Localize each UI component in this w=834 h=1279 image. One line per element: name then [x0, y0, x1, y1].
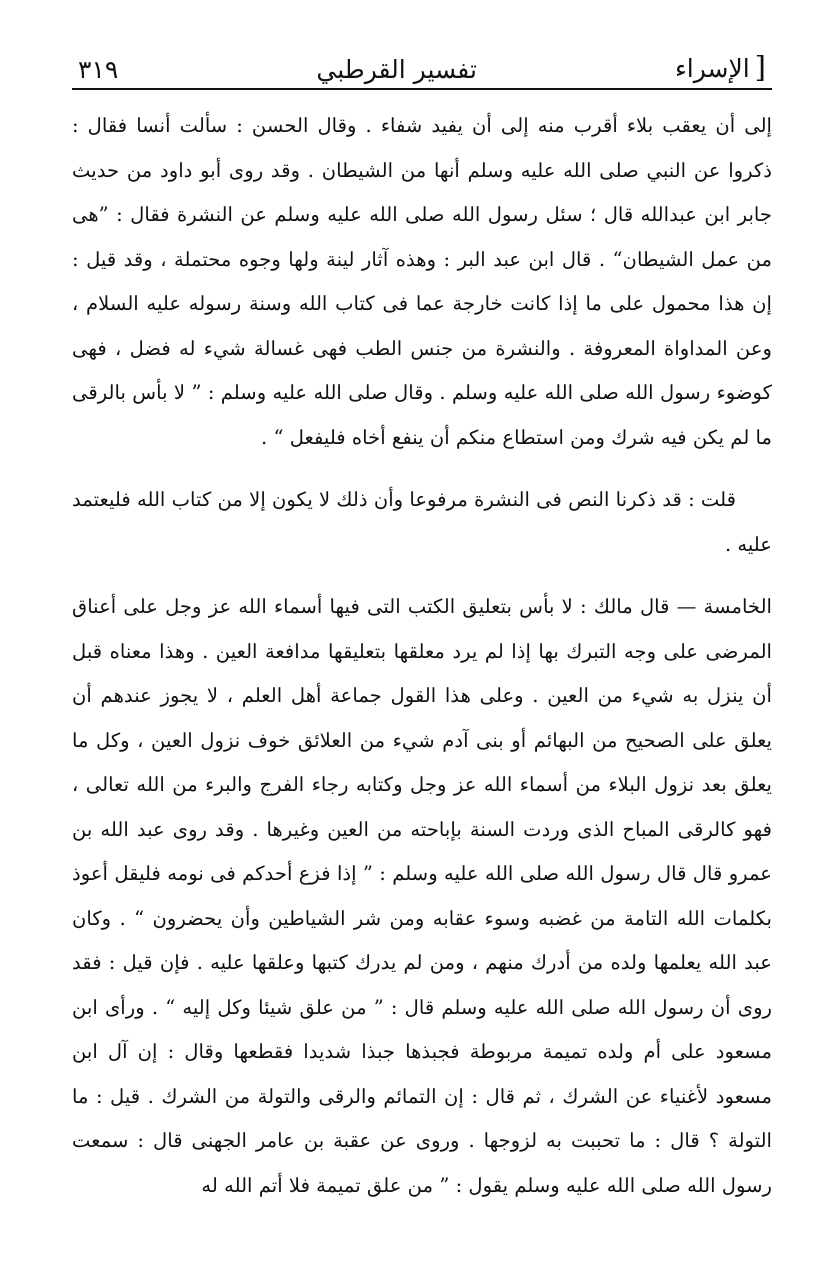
surah-name: [ الإسراء	[675, 50, 766, 84]
book-title: تفسير القرطبي	[316, 55, 477, 84]
paragraph: قلت : قد ذكرنا النص فى النشرة مرفوعا وأن ذلك لا يكون إلا من كتاب الله فليعتمد عليه .	[72, 488, 772, 556]
body-text	[72, 104, 772, 1208]
header-rule	[72, 88, 772, 90]
page-header	[72, 38, 772, 84]
page-number: ٣١٩	[78, 55, 119, 84]
paragraph: إلى أن يعقب بلاء أقرب منه إلى أن يفيد شفاء . وقال الحسن : سألت أنسا فقال : ذكروا عن النبي صلى الله عليه وسلم أنها من الشيطان . وقد روى أبو داود من حديث جابر ابن عبدالله قال ؛ سئل رسول الله صلى الله عليه وسلم عن النشرة فقال : ”هى من عمل الشيطان“ . قال ابن عبد البر : وهذه آثار لينة ولها وجوه محتملة ، وقد قيل : إن هذا محمول على ما إذا كانت خارجة عما فى كتاب الله وسنة رسوله عليه السلام ، وعن المداواة المعروفة . والنشرة من جنس الطب فهى غسالة شيء له فضل ، فهى كوضوء رسول الله صلى الله عليه وسلم . وقال صلى الله عليه وسلم : ” لا بأس بالرقى ما لم يكن فيه شرك ومن استطاع منكم أن ينفع أخاه فليفعل “ .	[72, 114, 772, 449]
paragraph: الخامسة — قال مالك : لا بأس بتعليق الكتب التى فيها أسماء الله عز وجل على أعناق المرضى على وجه التبرك بها إذا لم يرد معلقها بتعليقها مدافعة العين . وهذا معناه قبل أن ينزل به شيء من العين . وعلى هذا القول جماعة أهل العلم ، لا يجوز عندهم أن يعلق على الصحيح من البهائم أو بنى آدم شيء من العلائق خوف نزول العين ، وكل ما يعلق بعد نزول البلاء من أسماء الله عز وجل وكتابه رجاء الفرج والبرء من الله تعالى ، فهو كالرقى المباح الذى وردت السنة بإباحته من العين وغيرها . وقد روى عبد الله بن عمرو قال قال رسول الله صلى الله عليه وسلم : ” إذا فزع أحدكم فى نومه فليقل أعوذ بكلمات الله التامة من غضبه وسوء عقابه ومن شر الشياطين وأن يحضرون “ . وكان عبد الله يعلمها ولده من أدرك منهم ، ومن لم يدرك كتبها وعلقها عليه . فإن قيل : فقد روى أن رسول الله صلى الله عليه وسلم قال : ” من علق شيئا وكل إليه “ . ورأى ابن مسعود على أم ولده تميمة مربوطة فجبذها جبذا شديدا فقطعها وقال : إن آل ابن مسعود لأغنياء عن الشرك ، ثم قال : إن التمائم والرقى والتولة من الشرك . قيل : ما التولة ؟ قال : ما تحببت به لزوجها . وروى عن عقبة بن عامر الجهنى قال : سمعت رسول الله صلى الله عليه وسلم يقول : ” من علق تميمة فلا أتم الله له	[72, 595, 772, 1197]
